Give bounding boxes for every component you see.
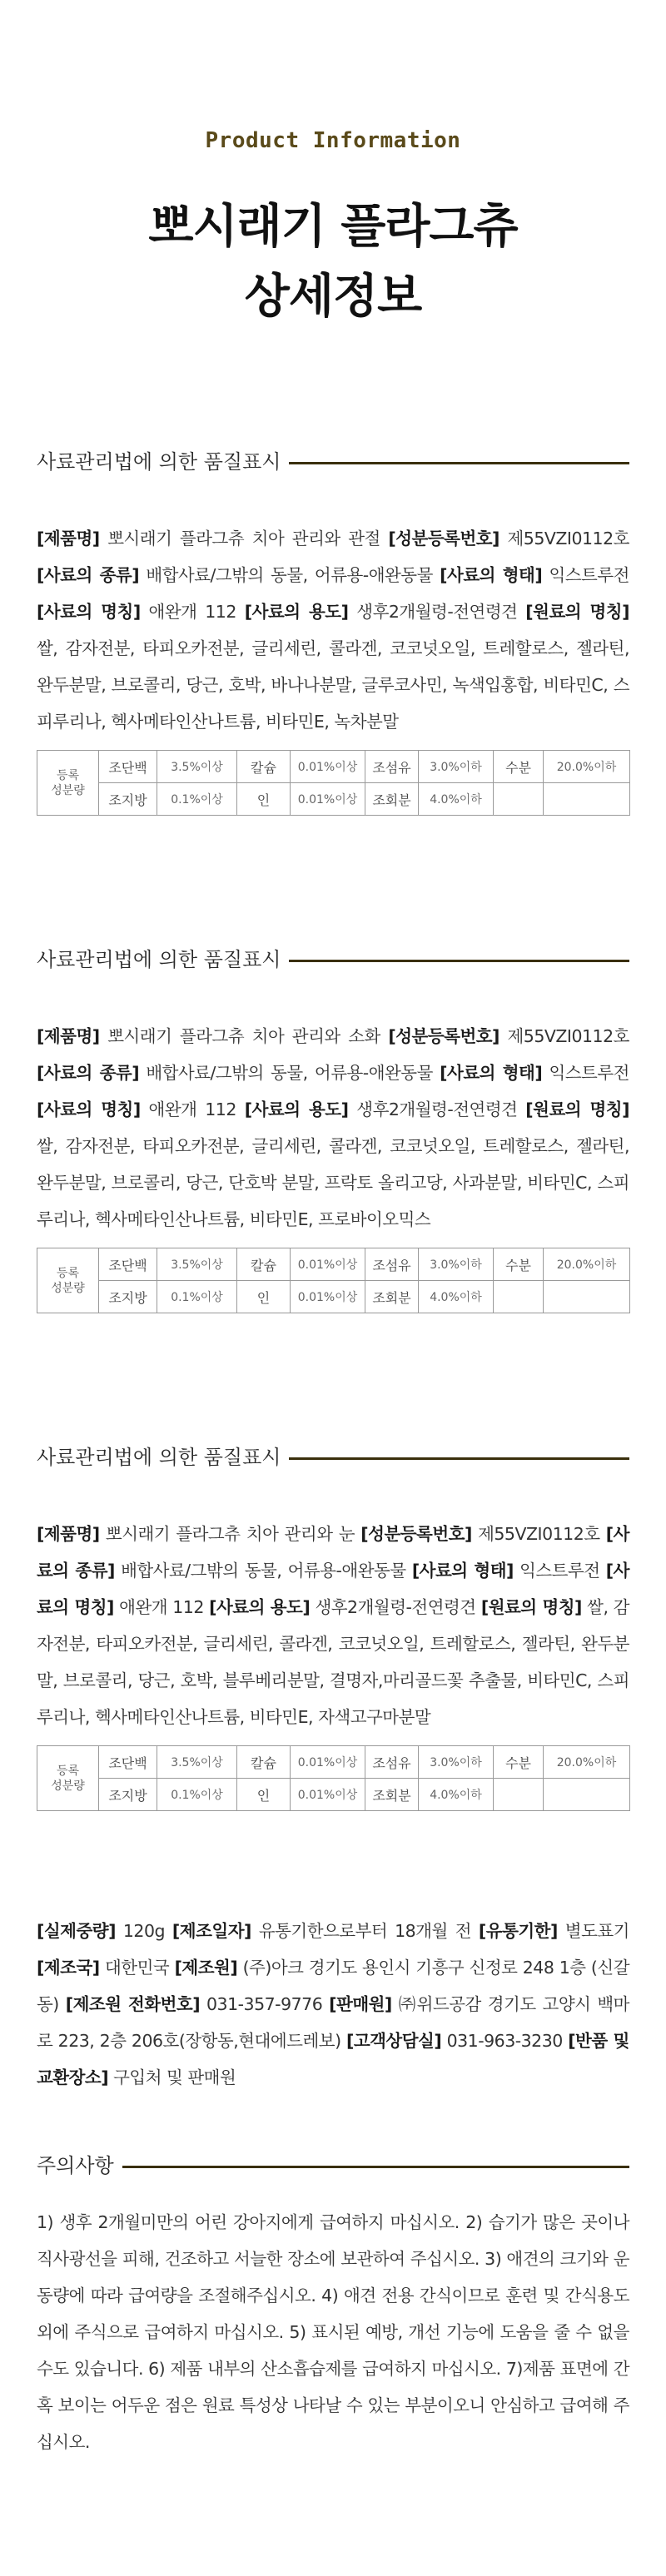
nutrient-value: 3.0%이하 xyxy=(419,751,494,783)
nutrient-label: 수분 xyxy=(494,751,544,783)
caution-section xyxy=(37,2149,629,2460)
nutrient-label: 칼슘 xyxy=(237,1746,291,1779)
nutrient-value: 4.0%이하 xyxy=(419,1281,494,1313)
nutrient-label: 조회분 xyxy=(365,1281,419,1313)
quality-section-3 xyxy=(37,1441,629,1811)
nutrient-label: 조단백 xyxy=(99,1248,157,1281)
product-description: [제품명] 뽀시래기 플라그츄 치아 관리와 관절 [성분등록번호] 제55VZI0112호 [사료의 종류] 배합사료/그밖의 동물, 어류용-애완동물 [사료의 형태] 익스트루전 [사료의 명칭] 애완개 112 [사료의 용도] 생후2개월령-전연령견 [원료의 명칭] 쌀, 감자전분, 타피오카전분, 글리세린, 콜라겐, 코코넛오일, 트레할로스, 젤라틴, 완두분말, 브로콜리, 당근, 호박, 바나나분말, 글루코사민, 녹색입홍합, 비타민C, 스피루리나, 헥사메타인산나트륨, 비타민E, 녹차분말 xyxy=(37,529,629,732)
nutrition-row-header: 등록 성분량 xyxy=(37,751,99,816)
nutrient-label: 조지방 xyxy=(99,1779,157,1811)
nutrient-value: 20.0%이하 xyxy=(544,1248,630,1281)
nutrient-value: 0.01%이상 xyxy=(291,783,365,816)
nutrient-value: 0.01%이상 xyxy=(291,1281,365,1313)
page-title-line-1: 뽀시래기 플라그츄 xyxy=(148,200,518,254)
nutrition-row-header: 등록 성분량 xyxy=(37,1248,99,1313)
eyebrow-title: Product Information xyxy=(205,128,461,153)
section-rule xyxy=(37,2166,629,2168)
nutrient-label: 조회분 xyxy=(365,1779,419,1811)
nutrition-row-header: 등록 성분량 xyxy=(37,1746,99,1811)
nutrient-label: 조섬유 xyxy=(365,751,419,783)
nutrient-value: 3.5%이상 xyxy=(157,1746,237,1779)
nutrient-label: 조지방 xyxy=(99,783,157,816)
nutrient-value: 3.0%이하 xyxy=(419,1248,494,1281)
nutrient-value: 3.5%이상 xyxy=(157,1248,237,1281)
nutrient-value: 0.1%이상 xyxy=(157,1281,237,1313)
quality-section-2 xyxy=(37,943,629,1313)
nutrient-label: 조단백 xyxy=(99,1746,157,1779)
nutrient-label: 칼슘 xyxy=(237,1248,291,1281)
product-description: [제품명] 뽀시래기 플라그츄 치아 관리와 눈 [성분등록번호] 제55VZI0112호 [사료의 종류] 배합사료/그밖의 동물, 어류용-애완동물 [사료의 형태] 익스트루전 [사료의 명칭] 애완개 112 [사료의 용도] 생후2개월령-전연령견 [원료의 명칭] 쌀, 감자전분, 타피오카전분, 글리세린, 콜라겐, 코코넛오일, 트레할로스, 젤라틴, 완두분말, 브로콜리, 당근, 호박, 블루베리분말, 결명자,마리골드꽃 추출물, 비타민C, 스피루리나, 헥사메타인산나트륨, 비타민E, 자색고구마분말 xyxy=(37,1524,629,1727)
nutrient-value: 20.0%이하 xyxy=(544,1746,630,1779)
section-heading: 사료관리법에 의한 품질표시 xyxy=(37,445,289,479)
nutrient-label: 조섬유 xyxy=(365,1746,419,1779)
page-title-line-2: 상세정보 xyxy=(244,270,422,324)
nutrient-value: 4.0%이하 xyxy=(419,783,494,816)
nutrient-value: 0.1%이상 xyxy=(157,783,237,816)
section-header xyxy=(37,943,629,976)
nutrient-value: 3.0%이하 xyxy=(419,1746,494,1779)
caution-heading: 주의사항 xyxy=(37,2149,122,2182)
nutrient-label: 조단백 xyxy=(99,751,157,783)
nutrient-value: 0.01%이상 xyxy=(291,1746,365,1779)
nutrition-table xyxy=(37,750,630,816)
nutrient-value: 0.1%이상 xyxy=(157,1779,237,1811)
product-description: [제품명] 뽀시래기 플라그츄 치아 관리와 소화 [성분등록번호] 제55VZI0112호 [사료의 종류] 배합사료/그밖의 동물, 어류용-애완동물 [사료의 형태] 익스트루전 [사료의 명칭] 애완개 112 [사료의 용도] 생후2개월령-전연령견 [원료의 명칭] 쌀, 감자전분, 타피오카전분, 글리세린, 콜라겐, 코코넛오일, 트레할로스, 젤라틴, 완두분말, 브로콜리, 당근, 단호박 분말, 프락토 올리고당, 사과분말, 비타민C, 스피루리나, 헥사메타인산나트륨, 비타민E, 프로바이오믹스 xyxy=(37,1026,629,1229)
general-info-text: [실제중량] 120g [제조일자] 유통기한으로부터 18개월 전 [유통기한] 별도표기 [제조국] 대한민국 [제조원] (주)아크 경기도 용인시 기흥구 신정로 248 1층 (신갈동) [제조원 전화번호] 031-357-9776 [판매원] ㈜위드공감 경기도 고양시 백마로 223, 2층 206호(장항동,현대에드레보) [고객상담실] 031-963-3230 [반품 및 교환장소] 구입처 및 판매원 xyxy=(37,1921,629,2087)
nutrient-label: 수분 xyxy=(494,1248,544,1281)
nutrient-label: 인 xyxy=(237,1281,291,1313)
nutrient-label: 조섬유 xyxy=(365,1248,419,1281)
caution-header xyxy=(37,2149,629,2182)
nutrient-value: 20.0%이하 xyxy=(544,751,630,783)
nutrient-value: 4.0%이하 xyxy=(419,1779,494,1811)
nutrient-label: 조회분 xyxy=(365,783,419,816)
caution-text: 1) 생후 2개월미만의 어린 강아지에게 급여하지 마십시오. 2) 습기가 많은 곳이나 직사광선을 피해, 건조하고 서늘한 장소에 보관하여 주십시오. 3) 애견의 크기와 운동량에 따라 급여량을 조절해주십시오. 4) 애견 전용 간식이므로 훈련 및 간식용도 외에 주식으로 급여하지 마십시오. 5) 표시된 예방, 개선 기능에 도움을 줄 수 없을 수도 있습니다. 6) 제품 내부의 산소흡습제를 급여하지 마십시오. 7)제품 표면에 간혹 보이는 어두운 점은 원료 특성상 나타날 수 있는 부분이오니 안심하고 급여해 주십시오. xyxy=(37,2212,629,2452)
nutrient-label: 수분 xyxy=(494,1746,544,1779)
general-info-section xyxy=(37,1913,629,2096)
nutrient-value: 0.01%이상 xyxy=(291,751,365,783)
section-header xyxy=(37,1441,629,1474)
section-heading: 사료관리법에 의한 품질표시 xyxy=(37,1441,289,1474)
nutrient-value: 3.5%이상 xyxy=(157,751,237,783)
section-header xyxy=(37,445,629,479)
nutrient-label: 인 xyxy=(237,783,291,816)
nutrient-label: 칼슘 xyxy=(237,751,291,783)
nutrient-value: 0.01%이상 xyxy=(291,1248,365,1281)
quality-section-1 xyxy=(37,445,629,816)
nutrient-value: 0.01%이상 xyxy=(291,1779,365,1811)
nutrient-label: 조지방 xyxy=(99,1281,157,1313)
section-heading: 사료관리법에 의한 품질표시 xyxy=(37,943,289,976)
nutrition-table xyxy=(37,1745,630,1811)
nutrition-table xyxy=(37,1248,630,1313)
nutrient-label: 인 xyxy=(237,1779,291,1811)
